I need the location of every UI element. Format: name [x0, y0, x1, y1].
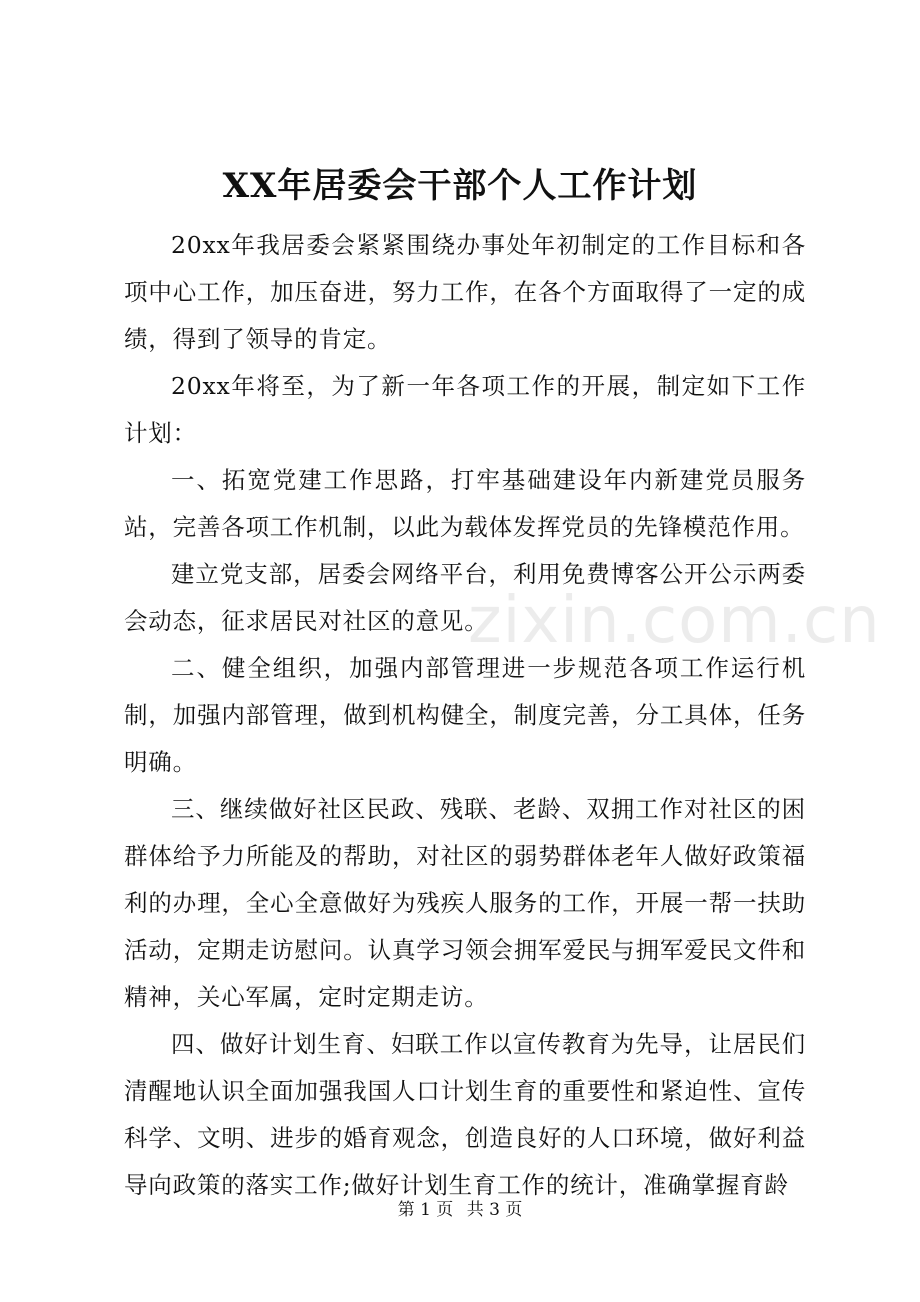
watermark: zixin.com.cn — [468, 584, 881, 658]
paragraph-item-1-detail: 建立党支部，居委会网络平台，利用免费博客公开公示两委会动态，征求居民对社区的意见。 — [124, 560, 806, 635]
page-footer — [0, 1198, 920, 1222]
paragraph-item-1: 一、拓宽党建工作思路，打牢基础建设年内新建党员服务站，完善各项工作机制，以此为载体发挥党员的先锋模范作用。 — [124, 466, 806, 541]
paragraph-item-2: 二、健全组织，加强内部管理进一步规范各项工作运行机制，加强内部管理，做到机构健全，制度完善，分工具体，任务明确。 — [124, 654, 806, 776]
paragraph-item-3: 三、继续做好社区民政、残联、老龄、双拥工作对社区的困群体给予力所能及的帮助，对社区的弱势群体老年人做好政策福利的办理，全心全意做好为残疾人服务的工作，开展一帮一扶助活动，定期走访慰问。认真学习领会拥军爱民与拥军爱民文件和精神，关心军属，定时定期走访。 — [124, 795, 806, 1011]
paragraph-intro: 20xx年我居委会紧紧围绕办事处年初制定的工作目标和各项中心工作，加压奋进，努力工作，在各个方面取得了一定的成绩，得到了领导的肯定。 — [124, 231, 806, 353]
document-body — [124, 222, 806, 1209]
page-total: 共 3 页 — [466, 1200, 523, 1220]
document-title: XX年居委会干部个人工作计划 — [222, 166, 698, 206]
paragraph-plan-lead: 20xx年将至，为了新一年各项工作的开展，制定如下工作计划： — [124, 372, 806, 447]
page-number: 第 1 页 — [397, 1200, 454, 1220]
paragraph-item-4: 四、做好计划生育、妇联工作以宣传教育为先导，让居民们清醒地认识全面加强我国人口计划生育的重要性和紧迫性、宣传科学、文明、进步的婚育观念，创造良好的人口环境，做好利益导向政策的落实工作;做好计划生育工作的统计，准确掌握育龄 — [124, 1030, 806, 1199]
